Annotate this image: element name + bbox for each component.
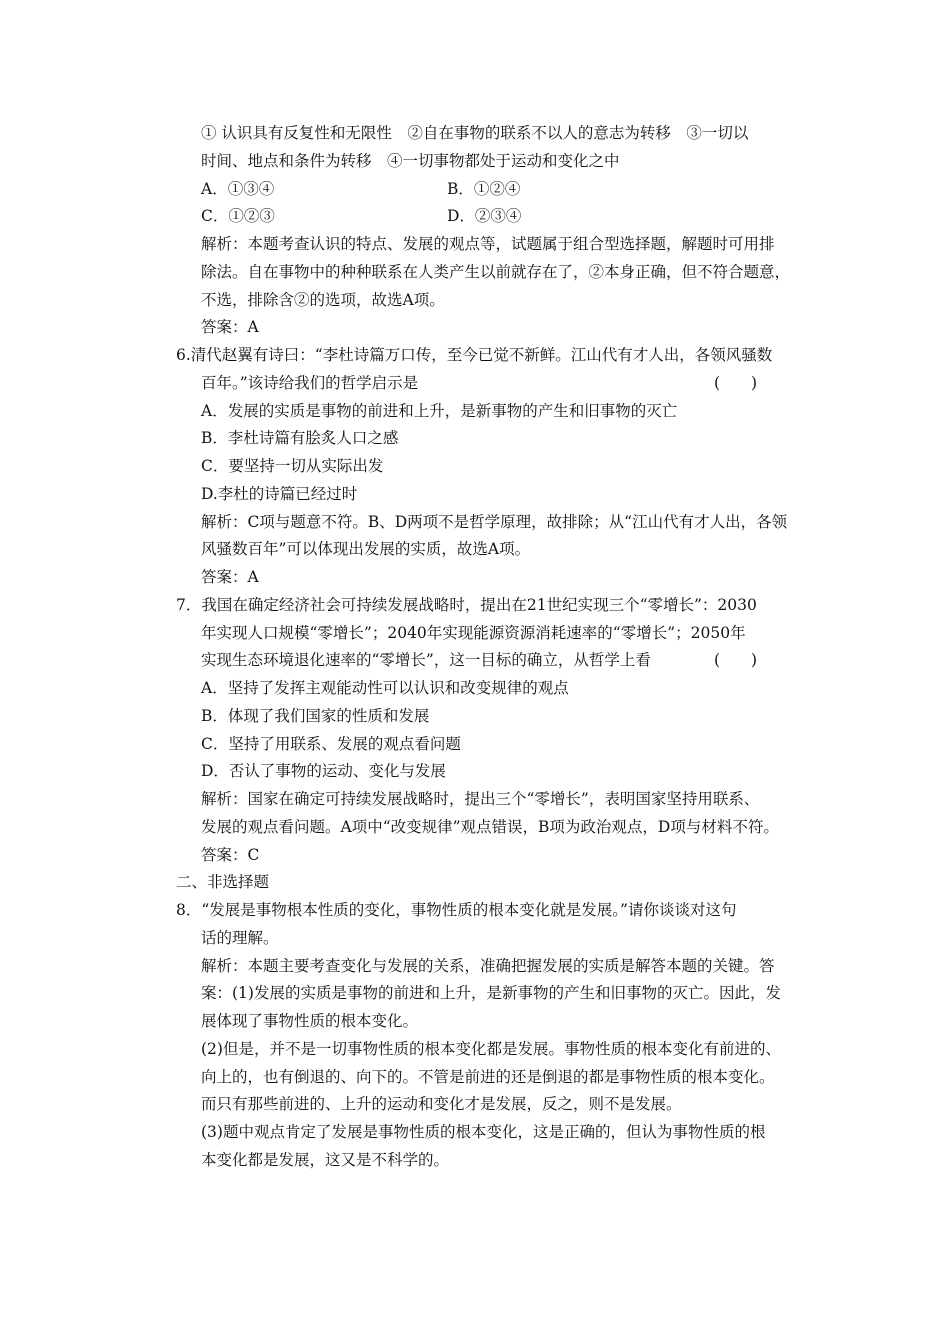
q7-stem-line-2: 年实现人口规模“零增长”；2040年实现能源资源消耗速率的“零增长”；2050年 xyxy=(201,624,746,642)
q8-explanation-line-2: 案：(1)发展的实质是事物的前进和上升，是新事物的产生和旧事物的灭亡。因此，发 xyxy=(201,984,781,1002)
q6-answer: 答案：A xyxy=(201,568,259,586)
section-heading: 二、非选择题 xyxy=(176,873,270,891)
q8-point-3-line-2: 本变化都是发展，这又是不科学的。 xyxy=(201,1151,450,1169)
q5-option-c: C．①②③ xyxy=(201,207,275,225)
q8-explanation-line-3: 展体现了事物性质的根本变化。 xyxy=(201,1012,419,1030)
q8-stem-line-1: 8．“发展是事物根本性质的变化，事物性质的根本变化就是发展。”请你谈谈对这句 xyxy=(176,901,737,919)
q6-stem-line-1: 6.清代赵翼有诗曰：“李杜诗篇万口传，至今已觉不新鲜。江山代有才人出，各领风骚数 xyxy=(176,346,773,364)
q8-point-2-line-1: (2)但是，并不是一切事物性质的根本变化都是发展。事物性质的根本变化有前进的、 xyxy=(201,1040,781,1058)
q5-explanation-line-1: 解析：本题考查认识的特点、发展的观点等，试题属于组合型选择题，解题时可用排 xyxy=(201,235,775,253)
q6-explanation-line-2: 风骚数百年”可以体现出发展的实质，故选A项。 xyxy=(201,540,531,558)
q5-stem-line-2: 时间、地点和条件为转移 ④一切事物都处于运动和变化之中 xyxy=(201,152,620,170)
q5-option-b: B．①②④ xyxy=(447,180,521,198)
q5-answer: 答案：A xyxy=(201,318,259,336)
q6-option-b: B．李杜诗篇有脍炙人口之感 xyxy=(201,429,399,447)
q5-stem-line-1: ① 认识具有反复性和无限性 ②自在事物的联系不以人的意志为转移 ③一切以 xyxy=(201,124,749,142)
q7-option-c: C．坚持了用联系、发展的观点看问题 xyxy=(201,735,461,753)
q7-answer-paren: ( ) xyxy=(714,651,758,669)
q7-answer: 答案：C xyxy=(201,846,260,864)
q8-point-2-line-2: 向上的，也有倒退的、向下的。不管是前进的还是倒退的都是事物性质的根本变化。 xyxy=(201,1068,775,1086)
q7-option-b: B．体现了我们国家的性质和发展 xyxy=(201,707,430,725)
q8-point-3-line-1: (3)题中观点肯定了发展是事物性质的根本变化，这是正确的，但认为事物性质的根 xyxy=(201,1123,766,1141)
q5-explanation-line-3: 不选，排除含②的选项，故选A项。 xyxy=(201,291,445,309)
q8-stem-line-2: 话的理解。 xyxy=(201,929,279,947)
q6-option-c: C．要坚持一切从实际出发 xyxy=(201,457,384,475)
q6-answer-paren: ( ) xyxy=(714,374,758,392)
q5-option-d: D．②③④ xyxy=(447,207,522,225)
q5-option-a: A．①③④ xyxy=(201,180,275,198)
q7-stem-line-3: 实现生态环境退化速率的“零增长”，这一目标的确立，从哲学上看 xyxy=(201,651,651,669)
q6-stem-line-2: 百年。”该诗给我们的哲学启示是 xyxy=(201,374,419,392)
q6-option-d: D.李杜的诗篇已经过时 xyxy=(201,485,358,503)
q8-explanation-line-1: 解析：本题主要考查变化与发展的关系，准确把握发展的实质是解答本题的关键。答 xyxy=(201,957,775,975)
q7-option-d: D．否认了事物的运动、变化与发展 xyxy=(201,762,446,780)
q7-stem-line-1: 7．我国在确定经济社会可持续发展战略时，提出在21世纪实现三个“零增长”：2030 xyxy=(176,596,757,614)
q8-point-2-line-3: 而只有那些前进的、上升的运动和变化才是发展，反之，则不是发展。 xyxy=(201,1095,682,1113)
q6-option-a: A．发展的实质是事物的前进和上升，是新事物的产生和旧事物的灭亡 xyxy=(201,402,678,420)
q6-explanation-line-1: 解析：C项与题意不符。B、D两项不是哲学原理，故排除；从“江山代有才人出，各领 xyxy=(201,513,788,531)
q5-explanation-line-2: 除法。自在事物中的种种联系在人类产生以前就存在了，②本身正确，但不符合题意， xyxy=(201,263,791,281)
q7-explanation-line-2: 发展的观点看问题。A项中“改变规律”观点错误，B项为政治观点，D项与材料不符。 xyxy=(201,818,779,836)
q7-option-a: A．坚持了发挥主观能动性可以认识和改变规律的观点 xyxy=(201,679,569,697)
q7-explanation-line-1: 解析：国家在确定可持续发展战略时，提出三个“零增长”，表明国家坚持用联系、 xyxy=(201,790,760,808)
